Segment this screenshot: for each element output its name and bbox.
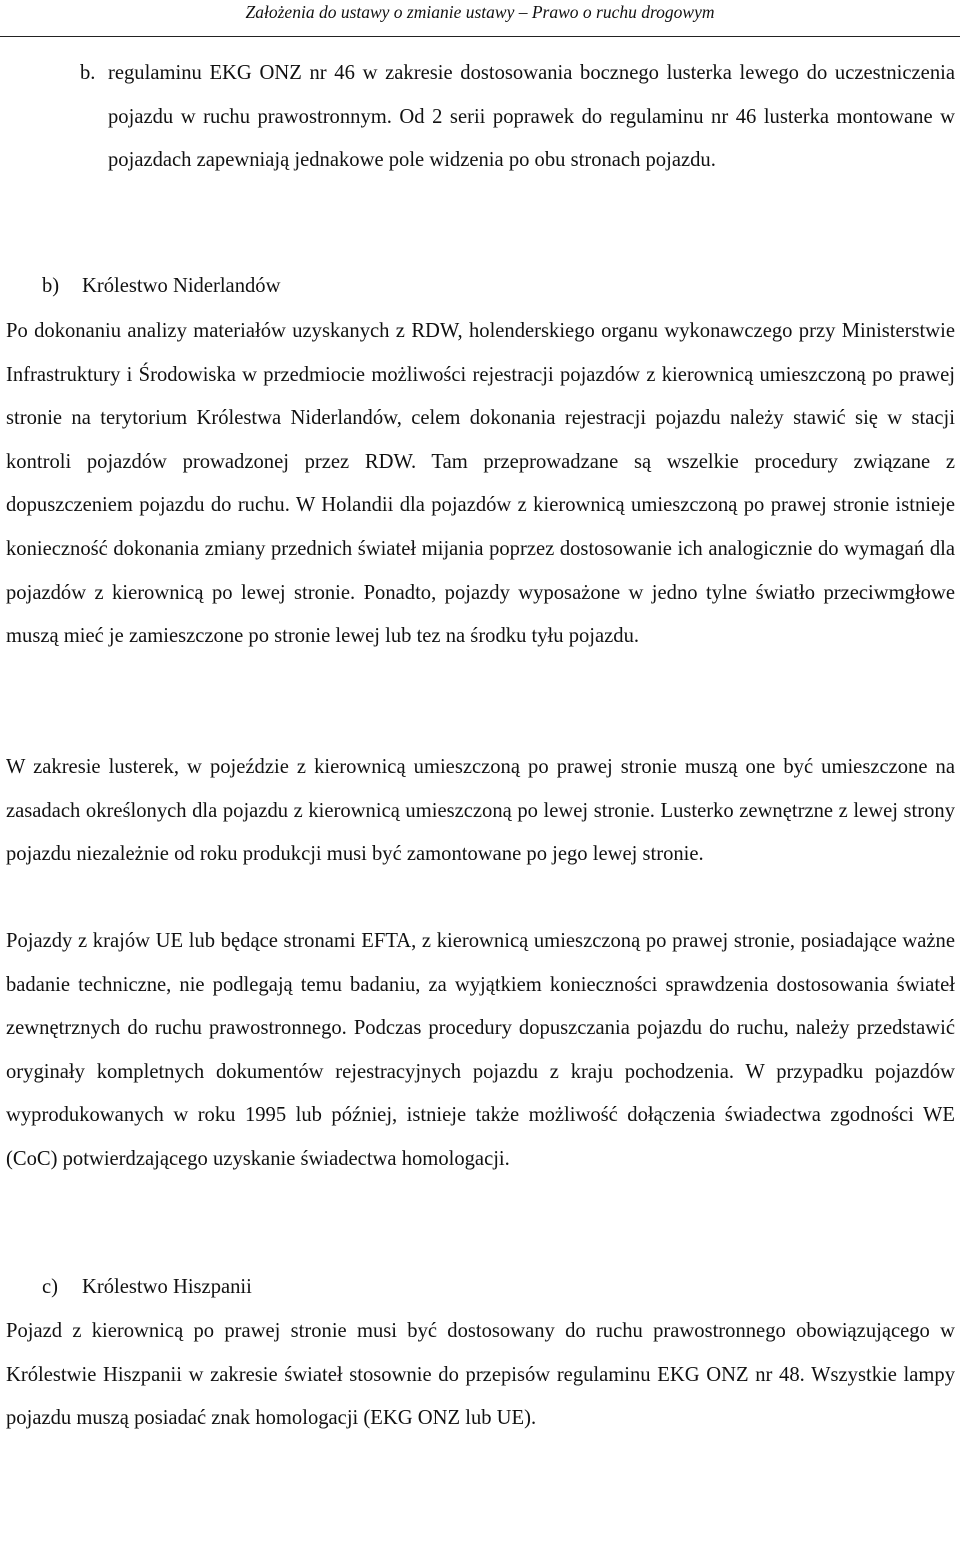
section-title: Królestwo Hiszpanii (82, 1276, 252, 1298)
paragraph: Pojazd z kierownicą po prawej stronie musi być dostosowany do ruchu prawostronnego obowiązującego w Królestwie Hiszpanii w zakresie świateł stosownie do przepisów regulaminu EKG ONZ nr 48. Wszystkie lampy pojazdu muszą posiadać znak homologacji (EKG ONZ lub UE). (6, 1320, 955, 1430)
paragraph: W zakresie lusterek, w pojeździe z kierownicą umieszczoną po prawej stronie muszą one być umieszczone na zasadach określonych dla pojazdu z kierownicą umieszczoną po lewej stronie. Lusterko zewnętrzne z lewej strony pojazdu niezależnie od roku produkcji musi być zamontowane po jego lewej stronie. (6, 756, 955, 866)
section-marker: b) (42, 275, 60, 297)
paragraph: Pojazdy z krajów UE lub będące stronami EFTA, z kierownicą umieszczoną po prawej stronie, posiadające ważne badanie techniczne, nie podlegają temu badaniu, za wyjątkiem konieczności sprawdzenia dostosowania świateł zewnętrznych do ruchu prawostronnego. Podczas procedury dopuszczania pojazdu do ruchu, należy przedstawić oryginały kompletnych dokumentów rejestracyjnych pojazdu z kraju pochodzenia. W przypadku pojazdów wyprodukowanych w roku 1995 lub później, istnieje także możliwość dołączenia świadectwa zgodności WE (CoC) potwierdzającego uzyskanie świadectwa homologacji. (6, 930, 955, 1170)
document-title: Założenia do ustawy o zmianie ustawy – Prawo o ruchu drogowym (245, 2, 715, 22)
list-item-marker: b. (80, 62, 96, 84)
page-header (0, 0, 960, 38)
paragraph: Po dokonaniu analizy materiałów uzyskanych z RDW, holenderskiego organu wykonawczego przy Ministerstwie Infrastruktury i Środowiska w przedmiocie możliwości rejestracji pojazdów z kierownicą umieszczoną po prawej stronie na terytorium Królestwa Niderlandów, celem dokonania rejestracji pojazdu należy stawić się w stacji kontroli pojazdów prowadzonej przez RDW. Tam przeprowadzane są wszelkie procedury związane z dopuszczeniem pojazdu do ruchu. W Holandii dla pojazdów z kierownicą umieszczoną po prawej stronie istnieje konieczność dokonania zmiany przednich świateł mijania poprzez dostosowanie ich analogicznie do wymagań dla pojazdów z kierownicą po lewej stronie. Ponadto, pojazdy wyposażone w jedno tylne światło przeciwmgłowe muszą mieć je zamieszczone po stronie lewej lub tez na środku tyłu pojazdu. (6, 320, 955, 648)
section-marker: c) (42, 1276, 58, 1298)
header-divider (0, 36, 960, 37)
list-item-text: regulaminu EKG ONZ nr 46 w zakresie dostosowania bocznego lusterka lewego do uczestniczenia pojazdu w ruchu prawostronnym. Od 2 serii poprawek do regulaminu nr 46 lusterka montowane w pojazdach zapewniają jednakowe pole widzenia po obu stronach pojazdu. (108, 62, 955, 172)
section-title: Królestwo Niderlandów (82, 275, 281, 297)
section-heading-spain (42, 1266, 252, 1310)
section-heading-netherlands (42, 265, 280, 309)
list-item-b (80, 52, 955, 183)
